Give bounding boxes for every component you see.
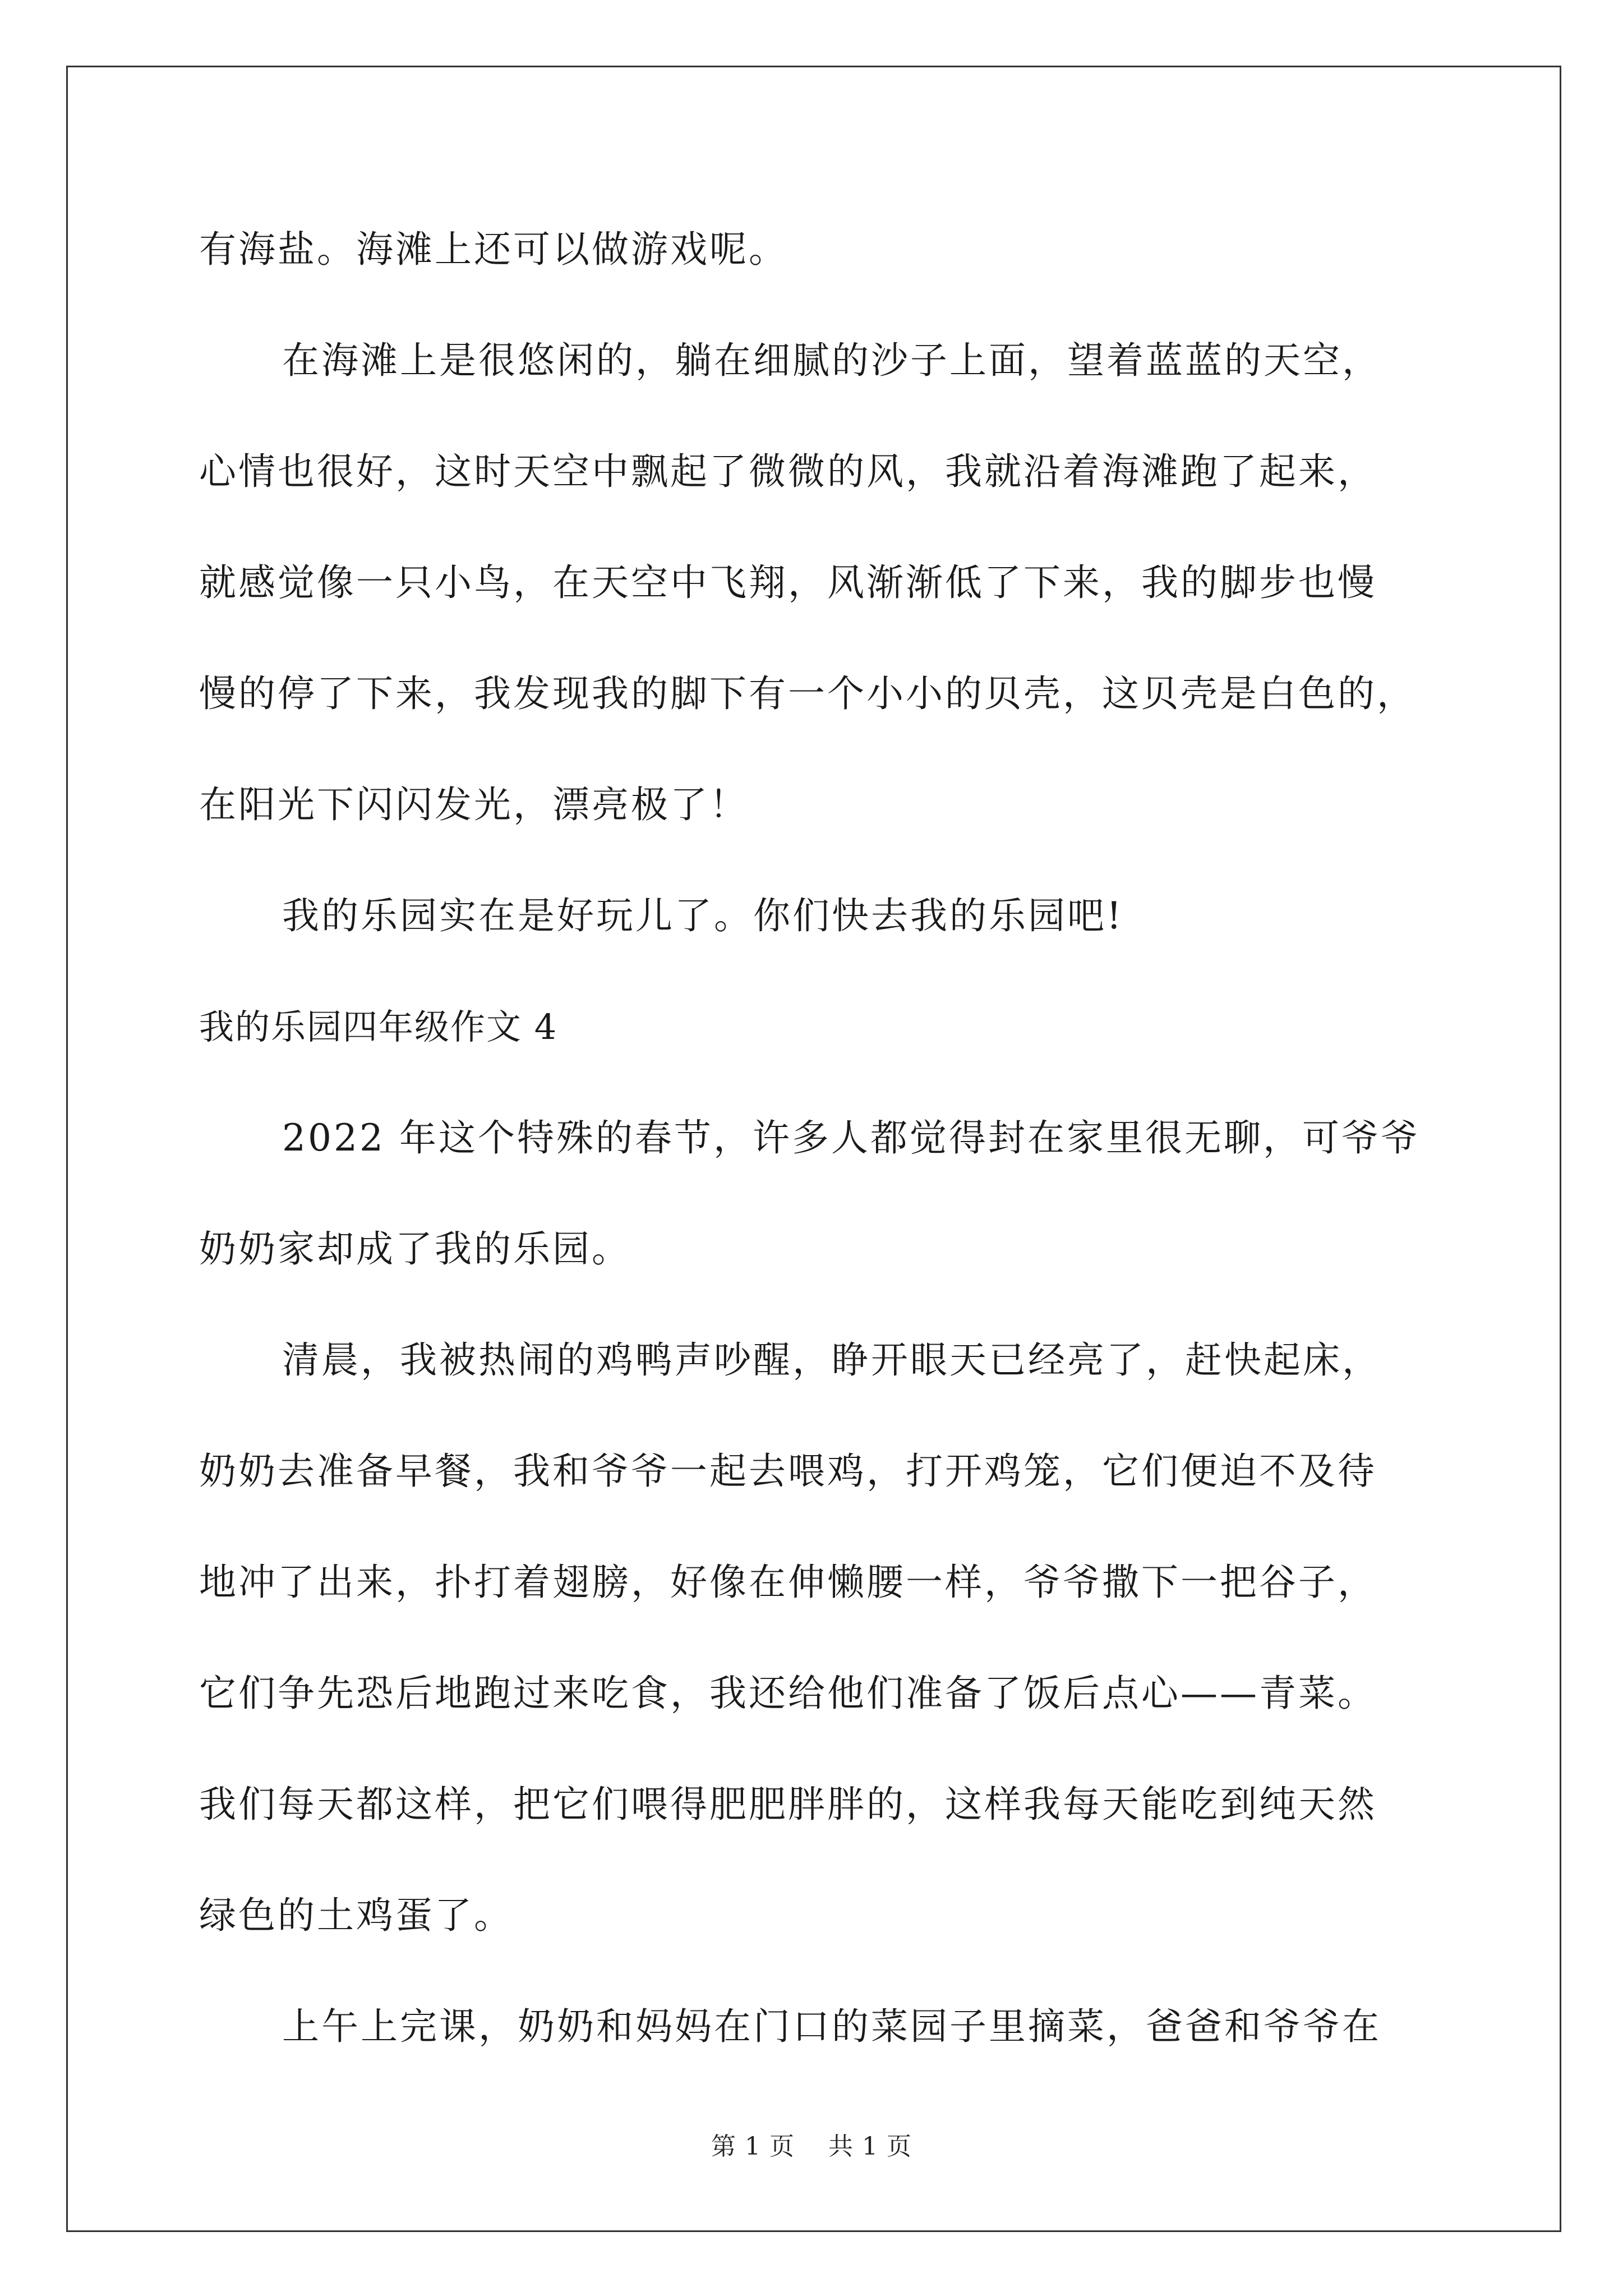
page-total: 共 1 页 [828,2132,912,2161]
text-line: 它们争先恐后地跑过来吃食，我还给他们准备了饭后点心——青菜。 [199,1672,1377,1715]
text-line: 心情也很好，这时天空中飘起了微微的风，我就沿着海滩跑了起来， [199,450,1377,493]
text-line: 就感觉像一只小鸟，在天空中飞翔，风渐渐低了下来，我的脚步也慢 [199,561,1377,604]
text-line: 清晨，我被热闹的鸡鸭声吵醒，睁开眼天已经亮了，赶快起床， [282,1338,1381,1382]
section-heading: 我的乐园四年级作文 4 [199,1006,558,1047]
text-line: 慢的停了下来，我发现我的脚下有一个小小的贝壳，这贝壳是白色的， [199,672,1416,715]
text-line: 上午上完课，奶奶和妈妈在门口的菜园子里摘菜，爸爸和爷爷在 [282,2005,1381,2048]
text-line: 我的乐园实在是好玩儿了。你们快去我的乐园吧! [282,894,1124,937]
text-line: 地冲了出来，扑打着翅膀，好像在伸懒腰一样，爷爷撒下一把谷子， [199,1561,1377,1604]
text-line: 绿色的土鸡蛋了。 [199,1894,513,1937]
text-line: 在阳光下闪闪发光，漂亮极了！ [199,783,749,826]
page-number: 第 1 页 [711,2132,795,2161]
text-line: 我们每天都这样，把它们喂得肥肥胖胖的，这样我每天能吃到纯天然 [199,1783,1377,1826]
text-line: 奶奶去准备早餐，我和爷爷一起去喂鸡，打开鸡笼，它们便迫不及待 [199,1450,1377,1493]
text-line: 2022 年这个特殊的春节，许多人都觉得封在家里很无聊，可爷爷 [282,1116,1420,1159]
document-body [199,216,1500,2104]
page-footer [0,2126,1623,2162]
text-line: 有海盐。海滩上还可以做游戏呢。 [199,228,788,271]
text-line: 奶奶家却成了我的乐园。 [199,1227,631,1271]
text-line: 在海滩上是很悠闲的，躺在细腻的沙子上面，望着蓝蓝的天空， [282,339,1381,382]
